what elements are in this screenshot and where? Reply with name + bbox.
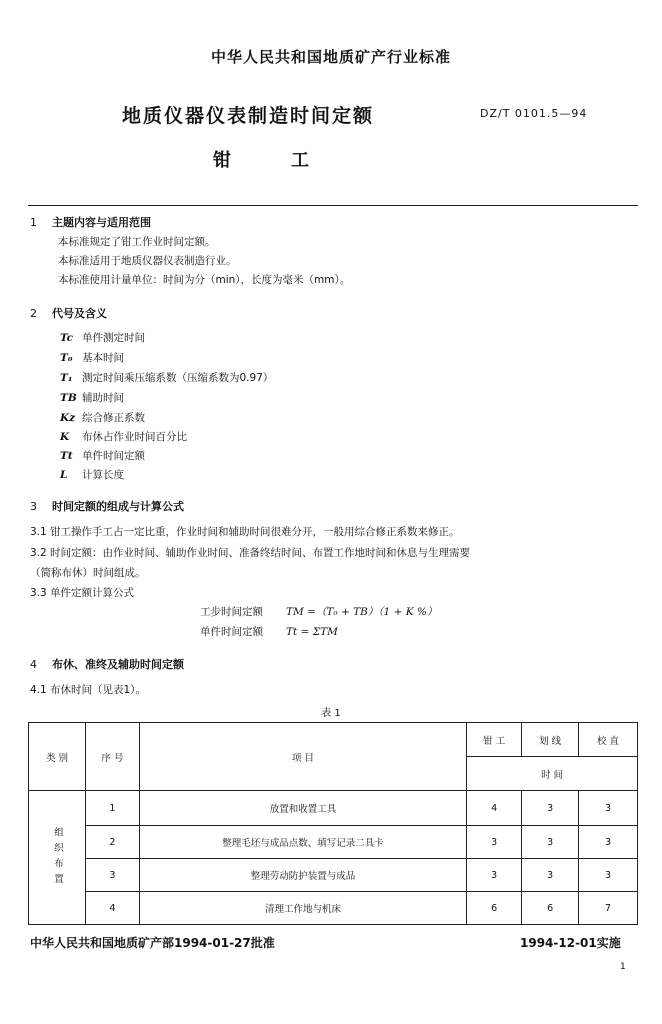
table-row bbox=[29, 791, 638, 826]
value-cell: 3 bbox=[522, 826, 579, 859]
value-cell: 3 bbox=[467, 826, 522, 859]
formula-step-time: 工步时间定额 TM =（T₀ + TB）（1 + K %） bbox=[200, 606, 438, 618]
value-cell: 4 bbox=[467, 791, 522, 826]
formula-piece-time: 单件时间定额 Tt = ΣTM bbox=[200, 626, 338, 638]
item-cell: 放置和收置工具 bbox=[139, 791, 466, 826]
table-row bbox=[29, 892, 638, 925]
value-cell: 7 bbox=[579, 892, 638, 925]
header-category: 类 别 bbox=[29, 723, 86, 791]
clause-3-1: 3.1 钳工操作手工占一定比重，作业时间和辅助时间很难分开，一般用综合修正系数来修正。 bbox=[30, 526, 460, 538]
clause-3-3: 3.3 单件定额计算公式 bbox=[30, 587, 135, 599]
value-cell: 3 bbox=[522, 859, 579, 892]
table-caption: 表 1 bbox=[321, 708, 341, 719]
header-item: 项 目 bbox=[139, 723, 466, 791]
section-1-heading: 1 主题内容与适用范围 bbox=[30, 216, 151, 229]
header-fitter: 钳 工 bbox=[467, 723, 522, 757]
table-row bbox=[29, 826, 638, 859]
section-2-heading: 2 代号及含义 bbox=[30, 307, 107, 320]
category-cell: 组织布置 bbox=[29, 791, 86, 925]
value-cell: 3 bbox=[579, 791, 638, 826]
item-cell: 整理毛坯与成品点数、填写记录二具卡 bbox=[139, 826, 466, 859]
seq-cell: 2 bbox=[85, 826, 139, 859]
value-cell: 3 bbox=[467, 859, 522, 892]
rest-time-table bbox=[28, 722, 638, 925]
value-cell: 6 bbox=[522, 892, 579, 925]
item-cell: 清理工作地与机床 bbox=[139, 892, 466, 925]
seq-cell: 1 bbox=[85, 791, 139, 826]
standard-code: DZ/T 0101.5—94 bbox=[480, 107, 588, 120]
table-row bbox=[29, 859, 638, 892]
clause-3-2-cont: （简称布休）时间组成。 bbox=[30, 567, 146, 579]
definition-item: T₁ 测定时间乘压缩系数（压缩系数为0.97） bbox=[60, 372, 274, 384]
header-divider bbox=[28, 205, 638, 206]
definition-item: Tt 单件时间定额 bbox=[60, 450, 145, 462]
section-3-heading: 3 时间定额的组成与计算公式 bbox=[30, 500, 184, 513]
section-4-heading: 4 布休、准终及辅助时间定额 bbox=[30, 658, 184, 671]
section-1-line: 本标准适用于地质仪器仪表制造行业。 bbox=[58, 255, 237, 267]
approval-note: 中华人民共和国地质矿产部1994-01-27批准 bbox=[30, 936, 275, 950]
definition-item: TB 辅助时间 bbox=[60, 392, 124, 404]
value-cell: 3 bbox=[579, 859, 638, 892]
clause-3-2: 3.2 时间定额：由作业时间、辅助作业时间、准备终结时间、布置工作地时间和休息与生理需要 bbox=[30, 547, 471, 559]
value-cell: 3 bbox=[579, 826, 638, 859]
header-time: 时 间 bbox=[467, 757, 638, 791]
definition-item: T₀ 基本时间 bbox=[60, 352, 124, 364]
header-seq: 序 号 bbox=[85, 723, 139, 791]
document-subtitle: 钳工 bbox=[213, 150, 369, 171]
seq-cell: 4 bbox=[85, 892, 139, 925]
definition-item: Tc 单件测定时间 bbox=[60, 332, 145, 344]
section-1-line: 本标准规定了钳工作业时间定额。 bbox=[58, 236, 216, 248]
definition-item: Kz 综合修正系数 bbox=[60, 412, 145, 424]
section-1-line: 本标准使用计量单位：时间为分（min），长度为毫米（mm）。 bbox=[58, 274, 351, 286]
definition-item: L 计算长度 bbox=[60, 469, 124, 481]
page-number: 1 bbox=[620, 962, 626, 972]
clause-4-1: 4.1 布休时间（见表1）。 bbox=[30, 684, 146, 696]
item-cell: 整理劳动防护装置与成品 bbox=[139, 859, 466, 892]
effective-date: 1994-12-01实施 bbox=[520, 936, 621, 950]
issuing-organization: 中华人民共和国地质矿产行业标准 bbox=[210, 48, 451, 66]
header-marking: 划 线 bbox=[522, 723, 579, 757]
value-cell: 3 bbox=[522, 791, 579, 826]
value-cell: 6 bbox=[467, 892, 522, 925]
document-title: 地质仪器仪表制造时间定额 bbox=[122, 105, 375, 127]
seq-cell: 3 bbox=[85, 859, 139, 892]
definition-item: K 布休占作业时间百分比 bbox=[60, 431, 187, 443]
header-straightening: 校 直 bbox=[579, 723, 638, 757]
